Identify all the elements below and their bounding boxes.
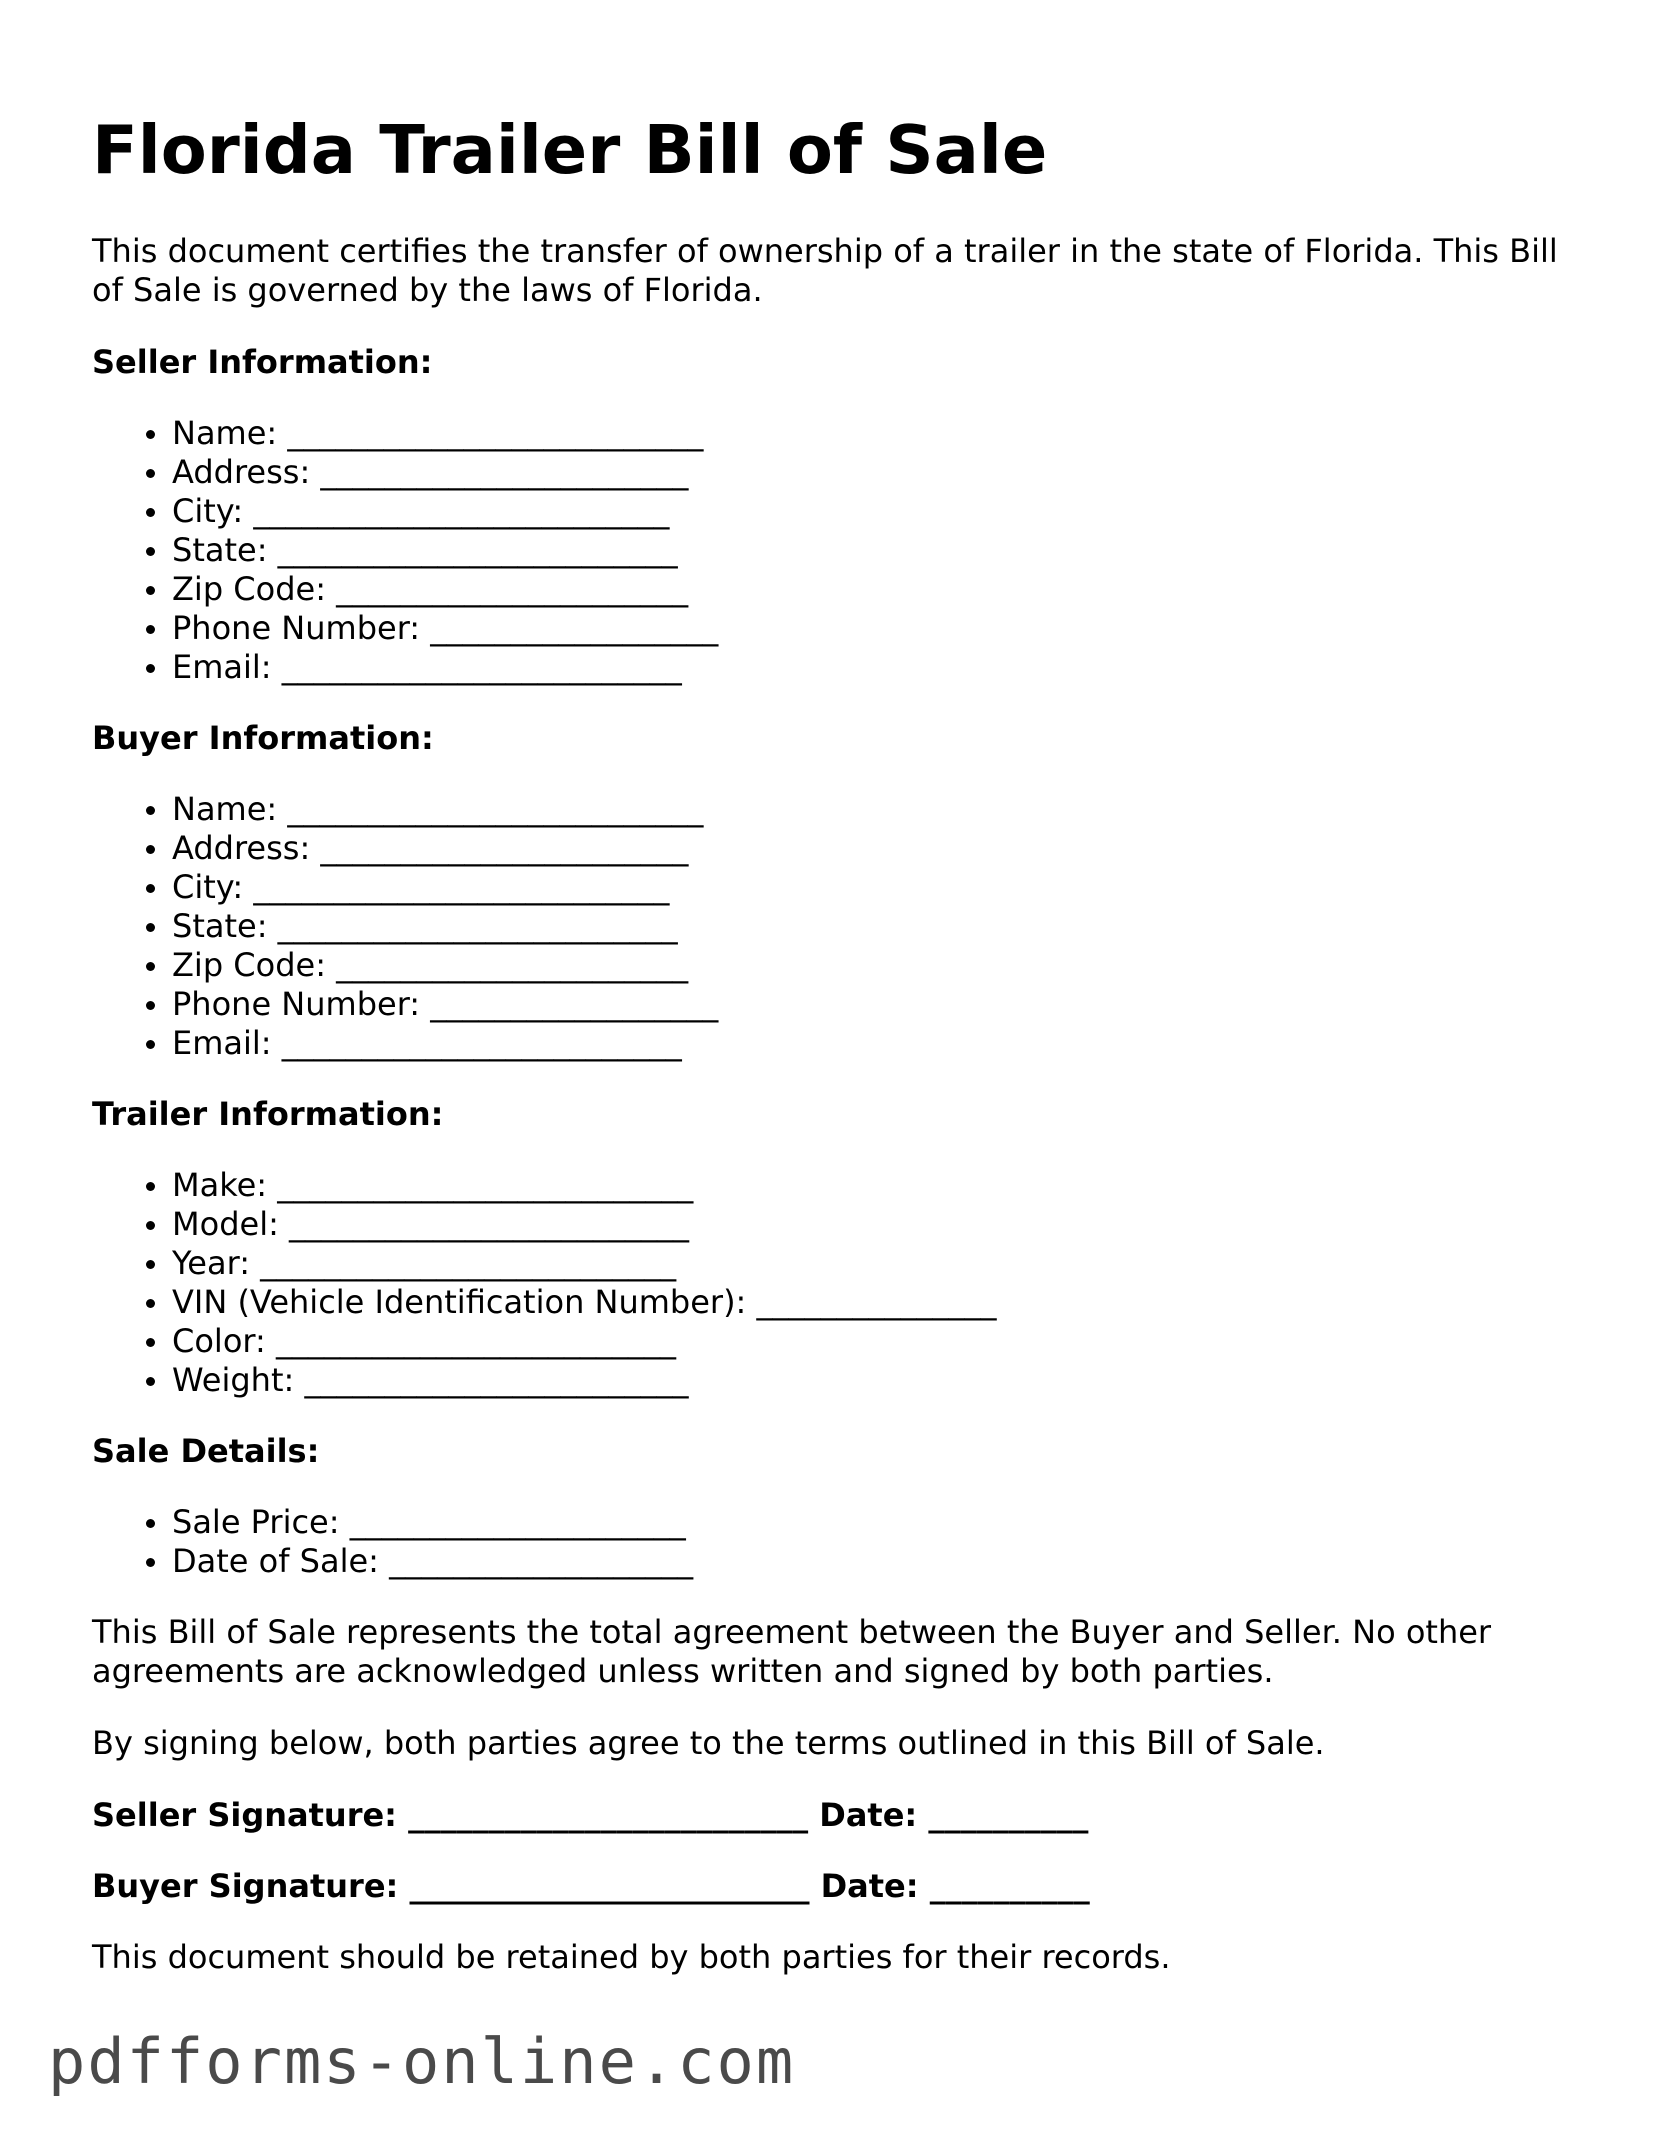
- document-page: [92, 110, 1572, 1977]
- trailer-fields-list: [92, 1166, 1572, 1400]
- buyer-name-field[interactable]: Name: __________________________: [172, 790, 1572, 829]
- watermark-text: pdfforms-online.com: [48, 2025, 796, 2098]
- trailer-make-field[interactable]: Make: __________________________: [172, 1166, 1572, 1205]
- sale-date-field[interactable]: Date of Sale: ___________________: [172, 1542, 1572, 1581]
- seller-name-field[interactable]: Name: __________________________: [172, 414, 1572, 453]
- seller-address-field[interactable]: Address: _______________________: [172, 453, 1572, 492]
- buyer-address-field[interactable]: Address: _______________________: [172, 829, 1572, 868]
- trailer-year-field[interactable]: Year: __________________________: [172, 1244, 1572, 1283]
- sale-heading: Sale Details:: [92, 1432, 320, 1470]
- sale-price-field[interactable]: Sale Price: _____________________: [172, 1503, 1572, 1542]
- trailer-color-field[interactable]: Color: _________________________: [172, 1322, 1572, 1361]
- seller-state-field[interactable]: State: _________________________: [172, 531, 1572, 570]
- seller-phone-field[interactable]: Phone Number: __________________: [172, 609, 1572, 648]
- buyer-phone-field[interactable]: Phone Number: __________________: [172, 985, 1572, 1024]
- buyer-zip-field[interactable]: Zip Code: ______________________: [172, 946, 1572, 985]
- agreement-paragraph: This Bill of Sale represents the total agreement between the Buyer and Seller. No other agreements are acknowledged unless written and signed by both parties.: [92, 1613, 1492, 1690]
- buyer-email-field[interactable]: Email: _________________________: [172, 1024, 1572, 1063]
- consent-paragraph: By signing below, both parties agree to the terms outlined in this Bill of Sale.: [92, 1724, 1325, 1762]
- seller-fields-list: [92, 414, 1572, 687]
- trailer-vin-field[interactable]: VIN (Vehicle Identification Number): _______________: [172, 1283, 1572, 1322]
- seller-zip-field[interactable]: Zip Code: ______________________: [172, 570, 1572, 609]
- buyer-fields-list: [92, 790, 1572, 1063]
- trailer-heading: Trailer Information:: [92, 1095, 444, 1133]
- sale-fields-list: [92, 1503, 1572, 1581]
- intro-paragraph: This document certifies the transfer of ownership of a trailer in the state of Florida. This Bill of Sale is governed by the laws of Florida.: [92, 232, 1558, 309]
- buyer-heading: Buyer Information:: [92, 719, 434, 757]
- trailer-weight-field[interactable]: Weight: ________________________: [172, 1361, 1572, 1400]
- buyer-state-field[interactable]: State: _________________________: [172, 907, 1572, 946]
- document-title: Florida Trailer Bill of Sale: [92, 111, 1048, 189]
- buyer-signature-line[interactable]: Buyer Signature: _________________________ Date: __________: [92, 1867, 1090, 1905]
- seller-email-field[interactable]: Email: _________________________: [172, 648, 1572, 687]
- seller-city-field[interactable]: City: __________________________: [172, 492, 1572, 531]
- trailer-model-field[interactable]: Model: _________________________: [172, 1205, 1572, 1244]
- buyer-city-field[interactable]: City: __________________________: [172, 868, 1572, 907]
- seller-signature-line[interactable]: Seller Signature: _________________________ Date: __________: [92, 1796, 1089, 1834]
- retain-notice: This document should be retained by both parties for their records.: [92, 1938, 1171, 1976]
- seller-heading: Seller Information:: [92, 343, 433, 381]
